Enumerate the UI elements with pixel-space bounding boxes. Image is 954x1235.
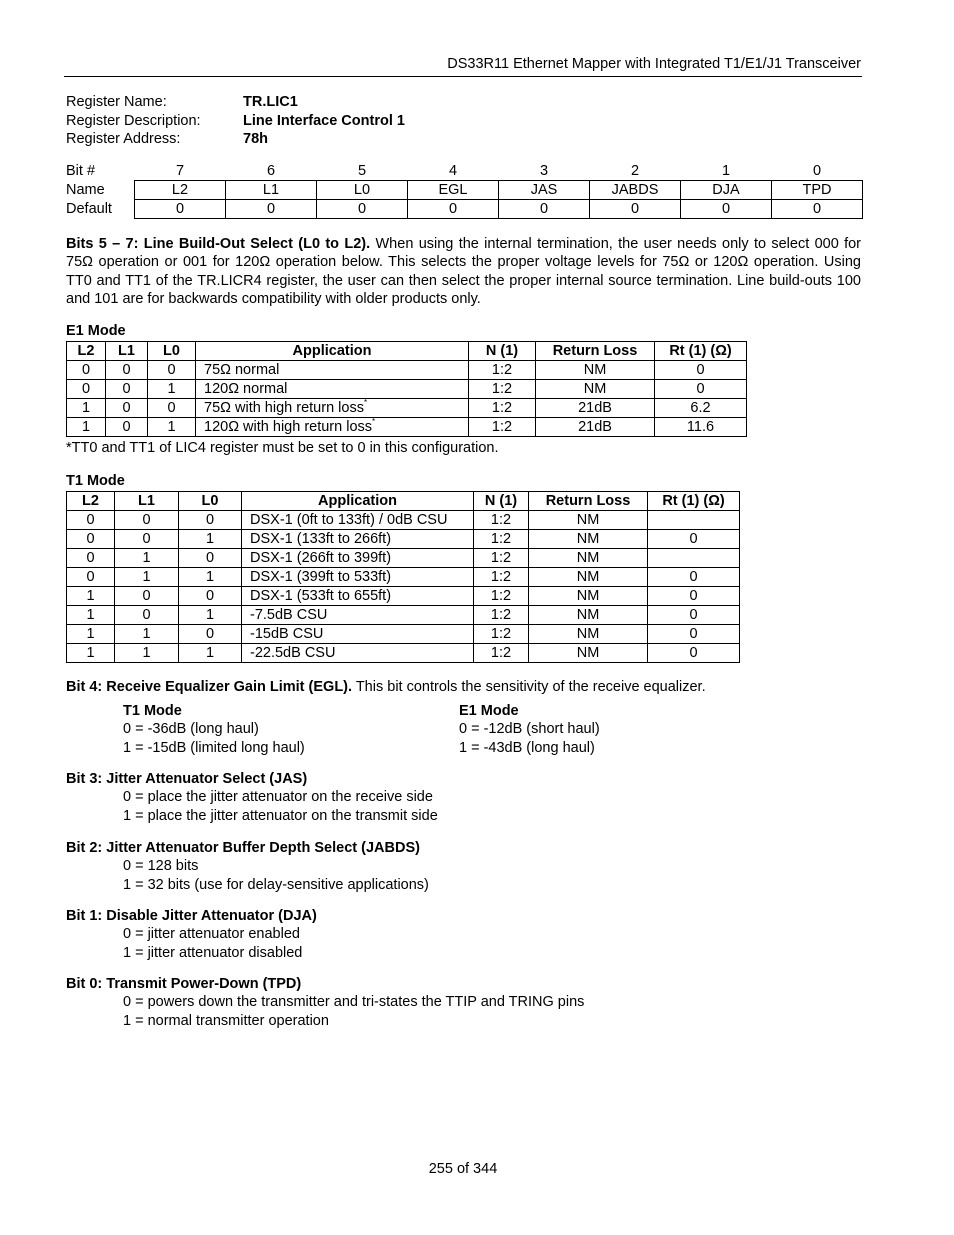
bit-default-label: Default [66, 201, 112, 217]
bit-name: TPD [772, 181, 863, 200]
cell-l0: 1 [148, 380, 196, 399]
bit-default: 0 [681, 200, 772, 219]
header-rule [64, 76, 862, 77]
cell-rt: 11.6 [655, 418, 747, 437]
jabds-title: Bit 2: Jitter Attenuator Buffer Depth Select (JABDS) [66, 840, 420, 856]
bit-default: 0 [317, 200, 408, 219]
cell-l1: 1 [115, 625, 179, 644]
dja-section [66, 908, 317, 963]
cell-n: 1:2 [469, 361, 536, 380]
jas-section [66, 771, 438, 826]
table-row [67, 606, 740, 625]
cell-rt: 0 [655, 380, 747, 399]
dja-title: Bit 1: Disable Jitter Attenuator (DJA) [66, 908, 317, 924]
cell-application: DSX-1 (399ft to 533ft) [242, 568, 474, 587]
table-row [67, 625, 740, 644]
tpd-title: Bit 0: Transmit Power-Down (TPD) [66, 976, 302, 992]
cell-rt: 0 [655, 361, 747, 380]
cell-n: 1:2 [474, 568, 529, 587]
cell-l1: 0 [106, 361, 148, 380]
cell-n: 1:2 [469, 418, 536, 437]
bit-default: 0 [499, 200, 590, 219]
bit-name: JAS [499, 181, 590, 200]
bit-number: 5 [357, 163, 367, 179]
column-header: N (1) [469, 342, 536, 361]
cell-application [196, 399, 469, 418]
register-info [66, 94, 405, 150]
cell-l2: 0 [67, 530, 115, 549]
cell-l2: 1 [67, 418, 106, 437]
cell-n: 1:2 [474, 625, 529, 644]
column-header: Return Loss [536, 342, 655, 361]
page-header: DS33R11 Ethernet Mapper with Integrated T1/E1/J1 Transceiver [447, 56, 861, 72]
jas-option-1: 1 = place the jitter attenuator on the transmit side [123, 807, 438, 824]
cell-return-loss: NM [536, 380, 655, 399]
e1-footnote: *TT0 and TT1 of LIC4 register must be set to 0 in this configuration. [66, 440, 499, 456]
cell-l0: 1 [179, 530, 242, 549]
cell-return-loss: 21dB [536, 399, 655, 418]
cell-return-loss: NM [529, 644, 648, 663]
table-row [67, 380, 747, 399]
column-header: L2 [67, 492, 115, 511]
bit-number: 7 [175, 163, 185, 179]
bit-name-label: Name [66, 182, 105, 198]
column-header: L1 [115, 492, 179, 511]
column-header: L0 [148, 342, 196, 361]
column-header: L2 [67, 342, 106, 361]
cell-l0: 0 [148, 399, 196, 418]
cell-rt [648, 549, 740, 568]
cell-l2: 1 [67, 644, 115, 663]
cell-l1: 0 [106, 380, 148, 399]
cell-l0: 0 [179, 511, 242, 530]
egl-e1-column [459, 703, 600, 758]
bit-number: 2 [630, 163, 640, 179]
jabds-section [66, 840, 429, 895]
column-header: Return Loss [529, 492, 648, 511]
cell-rt: 0 [648, 625, 740, 644]
egl-e1-option-1: 1 = -43dB (long haul) [459, 739, 595, 756]
e1-mode-table [66, 341, 747, 437]
table-row [67, 587, 740, 606]
tpd-option-1: 1 = normal transmitter operation [123, 1012, 329, 1029]
cell-l1: 1 [115, 568, 179, 587]
table-row [67, 568, 740, 587]
cell-application: DSX-1 (533ft to 655ft) [242, 587, 474, 606]
cell-l0: 1 [148, 418, 196, 437]
column-header: Rt (1) (Ω) [655, 342, 747, 361]
cell-l1: 0 [106, 418, 148, 437]
cell-l0: 0 [148, 361, 196, 380]
bit-number: 0 [812, 163, 822, 179]
cell-l0: 1 [179, 568, 242, 587]
cell-l0: 0 [179, 587, 242, 606]
table-row [67, 549, 740, 568]
bit-name: L1 [226, 181, 317, 200]
dja-option-1: 1 = jitter attenuator disabled [123, 944, 303, 961]
jabds-option-0: 0 = 128 bits [123, 858, 199, 875]
column-header: L0 [179, 492, 242, 511]
cell-application [196, 418, 469, 437]
cell-return-loss: NM [529, 587, 648, 606]
cell-application: 120Ω normal [196, 380, 469, 399]
egl-description [66, 679, 706, 695]
register-description: Line Interface Control 1 [243, 112, 405, 129]
e1-mode-label: E1 Mode [66, 323, 126, 339]
table-row [67, 418, 747, 437]
column-header: Application [242, 492, 474, 511]
table-row [67, 361, 747, 380]
bit-number-label: Bit # [66, 163, 96, 180]
dja-option-0: 0 = jitter attenuator enabled [123, 926, 300, 943]
cell-return-loss: NM [529, 568, 648, 587]
cell-l2: 0 [67, 549, 115, 568]
cell-l2: 0 [67, 568, 115, 587]
jabds-option-1: 1 = 32 bits (use for delay-sensitive applications) [123, 876, 429, 893]
egl-e1-heading: E1 Mode [459, 703, 519, 719]
cell-rt: 0 [648, 530, 740, 549]
jas-title: Bit 3: Jitter Attenuator Select (JAS) [66, 771, 308, 787]
cell-l2: 0 [67, 380, 106, 399]
cell-return-loss: NM [529, 549, 648, 568]
cell-rt: 0 [648, 587, 740, 606]
cell-l2: 0 [67, 511, 115, 530]
cell-l2: 1 [67, 606, 115, 625]
t1-mode-table [66, 491, 740, 663]
application-text: 120Ω with high return loss [204, 419, 373, 435]
register-address-label: Register Address: [66, 131, 181, 147]
cell-application: -15dB CSU [242, 625, 474, 644]
register-name: TR.LIC1 [243, 94, 298, 110]
cell-l0: 1 [179, 644, 242, 663]
footnote-marker: * [363, 398, 368, 407]
column-header: L1 [106, 342, 148, 361]
cell-l1: 0 [115, 606, 179, 625]
bit-name: EGL [408, 181, 499, 200]
cell-l0: 0 [179, 549, 242, 568]
cell-l1: 1 [115, 549, 179, 568]
table-row [67, 399, 747, 418]
bit-default: 0 [408, 200, 499, 219]
cell-n: 1:2 [474, 511, 529, 530]
cell-l0: 0 [179, 625, 242, 644]
cell-rt: 6.2 [655, 399, 747, 418]
register-name-label: Register Name: [66, 94, 167, 110]
bit-default: 0 [135, 200, 226, 219]
cell-return-loss: NM [529, 606, 648, 625]
table-row [67, 511, 740, 530]
bit-number: 6 [266, 163, 276, 179]
cell-l2: 1 [67, 587, 115, 606]
cell-application: DSX-1 (266ft to 399ft) [242, 549, 474, 568]
bit-number: 3 [539, 163, 549, 179]
register-address: 78h [243, 131, 268, 147]
bit-default: 0 [590, 200, 681, 219]
column-header: N (1) [474, 492, 529, 511]
cell-l2: 1 [67, 625, 115, 644]
bit-default: 0 [772, 200, 863, 219]
cell-n: 1:2 [469, 380, 536, 399]
bit-number: 4 [448, 163, 458, 179]
cell-n: 1:2 [474, 587, 529, 606]
cell-return-loss: NM [536, 361, 655, 380]
bit-name: DJA [681, 181, 772, 200]
table-row [67, 644, 740, 663]
cell-application: -22.5dB CSU [242, 644, 474, 663]
bit-name: L0 [317, 181, 408, 200]
tpd-section [66, 976, 584, 1031]
table-row [67, 530, 740, 549]
cell-l1: 0 [106, 399, 148, 418]
cell-n: 1:2 [474, 530, 529, 549]
cell-l1: 0 [115, 587, 179, 606]
line-build-out-description [66, 235, 861, 308]
egl-text: This bit controls the sensitivity of the receive equalizer. [355, 679, 706, 695]
cell-n: 1:2 [474, 549, 529, 568]
cell-return-loss: 21dB [536, 418, 655, 437]
egl-e1-option-0: 0 = -12dB (short haul) [459, 721, 600, 738]
cell-application: -7.5dB CSU [242, 606, 474, 625]
bit-number: 1 [721, 163, 731, 179]
register-description-label: Register Description: [66, 112, 201, 129]
cell-l0: 1 [179, 606, 242, 625]
page-number: 255 of 344 [428, 1161, 498, 1177]
jas-option-0: 0 = place the jitter attenuator on the receive side [123, 789, 433, 806]
bit-name: JABDS [590, 181, 681, 200]
column-header: Application [196, 342, 469, 361]
cell-n: 1:2 [474, 606, 529, 625]
cell-return-loss: NM [529, 511, 648, 530]
cell-return-loss: NM [529, 625, 648, 644]
cell-l1: 0 [115, 511, 179, 530]
bit-map-table [66, 162, 863, 219]
cell-application: 75Ω normal [196, 361, 469, 380]
line-build-out-title: Bits 5 – 7: Line Build-Out Select (L0 to L2). [66, 236, 371, 252]
egl-t1-option-1: 1 = -15dB (limited long haul) [123, 739, 305, 756]
footnote-marker: * [372, 417, 376, 426]
cell-application: DSX-1 (0ft to 133ft) / 0dB CSU [242, 511, 474, 530]
cell-rt: 0 [648, 644, 740, 663]
line-build-out-text: When using the internal termination, the user needs only to select 000 for 75Ω operation or 001 for 120Ω operation below. This selects the proper voltage levels for 75Ω or 120Ω operation. Using TT0 and TT1 of the TR.LICR4 register, the user can then select the proper internal source termination. Line build-outs 100 and 101 are for backwards compatibility with older products only. [66, 236, 862, 307]
egl-title: Bit 4: Receive Equalizer Gain Limit (EGL). [66, 679, 353, 695]
cell-l2: 0 [67, 361, 106, 380]
egl-t1-heading: T1 Mode [123, 703, 182, 719]
cell-l1: 0 [115, 530, 179, 549]
bit-default: 0 [226, 200, 317, 219]
application-text: 75Ω with high return loss [204, 400, 364, 416]
t1-mode-label: T1 Mode [66, 473, 125, 489]
cell-rt: 0 [648, 606, 740, 625]
egl-t1-column [123, 703, 305, 758]
cell-application: DSX-1 (133ft to 266ft) [242, 530, 474, 549]
bit-name: L2 [135, 181, 226, 200]
cell-return-loss: NM [529, 530, 648, 549]
column-header: Rt (1) (Ω) [648, 492, 740, 511]
egl-t1-option-0: 0 = -36dB (long haul) [123, 721, 259, 738]
tpd-option-0: 0 = powers down the transmitter and tri-states the TTIP and TRING pins [123, 994, 585, 1011]
cell-n: 1:2 [474, 644, 529, 663]
cell-l1: 1 [115, 644, 179, 663]
cell-rt: 0 [648, 568, 740, 587]
cell-rt [648, 511, 740, 530]
cell-l2: 1 [67, 399, 106, 418]
cell-n: 1:2 [469, 399, 536, 418]
